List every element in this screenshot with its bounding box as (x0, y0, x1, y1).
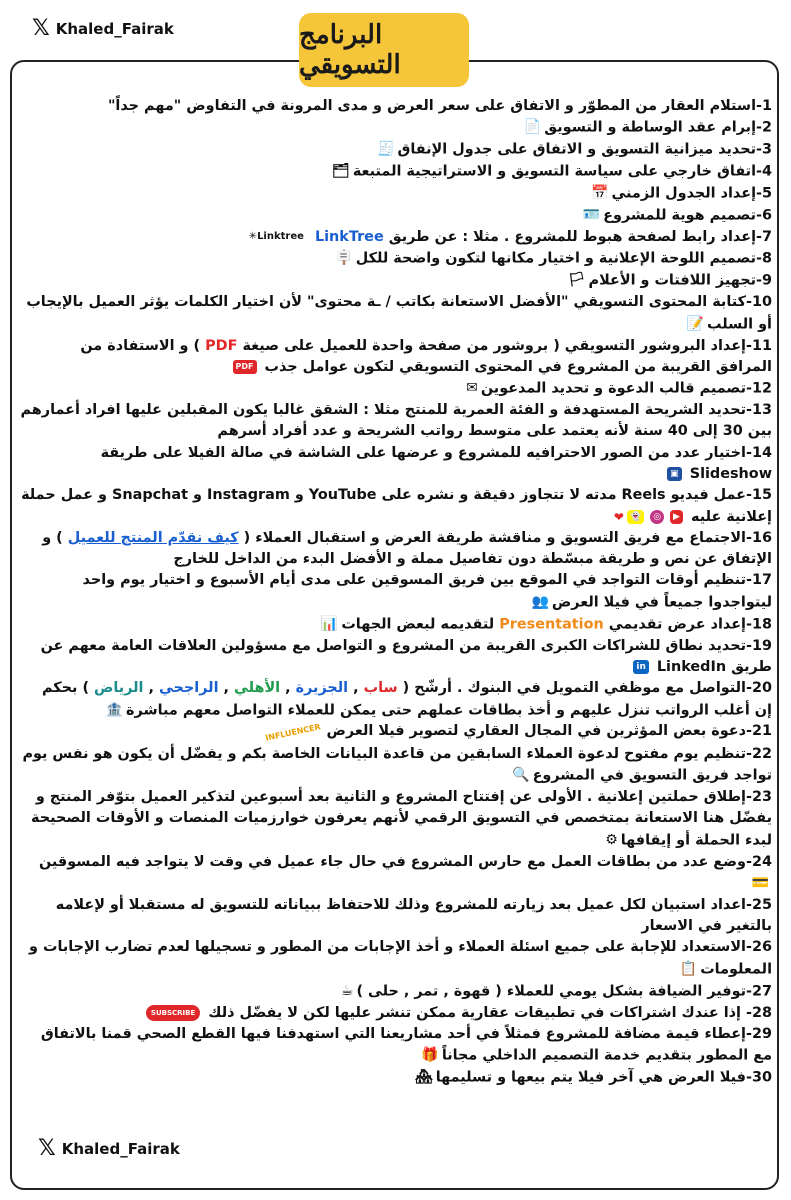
platforms-label: YouTube و Instagram و Snapchat (112, 487, 377, 504)
step-16-text-b: ) و الإتفاق عن نص و طريقة مبسّطة دون تفاصيل مملة و الأفضل البدء من الداخل للخارج (42, 529, 772, 568)
slideshow-icon: ▣ (667, 467, 682, 481)
step-19-text: 19-تحديد نطاق للشراكات الكبرى القريبة من المشروع و التواصل مع مسؤولين العلاقات العامة معهم عن طريق (40, 637, 772, 675)
step-29 (20, 1024, 772, 1067)
step-18-text-b: لتقديمه لبعض الجهات (341, 616, 495, 633)
step-16-text-a: 16-الاجتماع مع فريق التسويق و مناقشة طريقة العرض و استقبال العملاء ( (243, 529, 772, 546)
step-30 (20, 1067, 772, 1089)
step-11-text-b: ) و الاستفادة من المرافق القريبة من المشروع في المحتوى التسويقي لتكون عوامل جذب (80, 337, 772, 375)
step-25-text: 25-اعداد استبيان لكل عميل بعد زيارته للمشروع وذلك للاحتفاظ ببياناته للتسويق له مستقبلا أو لإعلامه بالتغير في الاسعار (55, 896, 772, 935)
step-7 (20, 227, 772, 248)
villa-icon: 🏘 (414, 1069, 433, 1086)
step-17 (20, 570, 772, 613)
snapchat-icon: 👻 (627, 510, 644, 524)
step-27 (20, 981, 772, 1003)
flag-icon: 🏳 (567, 272, 586, 289)
step-26-text: 26-الاستعداد للإجابة على جميع اسئلة العملاء و أخذ الإجابات من المطور و تسجيلها لعدم تضارب الإجابات و المعلومات (29, 939, 772, 978)
step-21-text: 21-دعوة بعض المؤثرين في المجال العقاري لتصوير فيلا العرض (326, 723, 772, 740)
pdf-label: PDF (205, 337, 238, 354)
step-5-text: 5-إعداد الجدول الزمني (611, 185, 772, 202)
step-11-text-a: 11-إعداد البروشور التسويقي ( بروشور من صفحة واحدة للعميل على صيغة (242, 337, 772, 354)
step-2-text: 2-إبرام عقد الوساطة و التسويق (544, 119, 772, 136)
step-7-text: 7-إعداد رابط لصفحة هبوط للمشروع . مثلا : عن طريق (388, 229, 772, 246)
step-12-text: 12-تصميم قالب الدعوة و تحديد المدعوين (480, 380, 772, 397)
linkedin-icon: in (633, 660, 649, 674)
step-26 (20, 937, 772, 980)
step-20-text-a: 20-التواصل مع موظفي التمويل في البنوك . أرشّح ( (402, 680, 772, 697)
presentation-label: Presentation (499, 616, 604, 633)
step-21 (20, 721, 772, 743)
step-22-text: 22-تنظيم يوم مفتوح لدعوة العملاء السابقين من قاعدة البيانات الخاصة بكم و يفضّل أن يكون هو نفس يوم تواجد فريق التسويق في المشروع (22, 745, 772, 784)
contract-icon: 📄 (523, 119, 542, 136)
search-icon: 🔍 (512, 767, 530, 784)
bank-sab: ساب (363, 680, 398, 697)
calendar-icon: 📅 (591, 185, 609, 202)
step-23 (20, 787, 772, 852)
step-15-text-c: و عمل حملة إعلانية عليه (21, 487, 772, 525)
step-27-text: 27-توفير الضيافة بشكل يومي للعملاء ( قهوة , تمر , حلى ) (356, 983, 772, 1000)
x-logo-icon: 𝕏 (38, 1136, 56, 1161)
author-handle-top (32, 18, 174, 40)
youtube-icon: ▶ (670, 510, 683, 524)
linktree-link[interactable]: LinkTree (314, 229, 384, 246)
step-30-text: 30-فيلا العرض هي آخر فيلا يتم بيعها و تسليمها (435, 1069, 772, 1086)
step-25 (20, 895, 772, 938)
step-15-text-a: 15-عمل فيديو (670, 487, 772, 504)
step-1-text: 1-استلام العقار من المطوّر و الاتفاق على سعر العرض و مدى المرونة في التفاوض "مهم جداً" (107, 98, 772, 114)
gift-icon: 🎁 (421, 1047, 439, 1064)
step-6 (20, 205, 772, 227)
step-5 (20, 183, 772, 205)
step-17-text: 17-تنظيم أوقات التواجد في الموقع بين فريق المسوقين على مدى أيام الأسبوع و اختيار يوم واحد ليتواجدوا جميعاً في فيلا العرض (82, 572, 772, 611)
invitation-icon: ✉ (466, 380, 478, 397)
bank-alahli: الأهلي (234, 680, 281, 697)
step-28 (20, 1003, 772, 1024)
step-14-text: 14-اختيار عدد من الصور الاحترافيه للمشروع و عرضها على الشاشة في صالة الفيلا على طريقة (100, 444, 772, 461)
billboard-icon: 🪧 (335, 250, 353, 267)
strategy-icon: 🗂 (332, 163, 350, 180)
influencer-icon: INFLUENCER (265, 722, 322, 744)
step-29-text: 29-إعطاء قيمة مضافة للمشروع فمثلاً في أحد مشاريعنا التي استهدفنا فيها القطع الصحي قمنا بالاتفاق مع المطور بتقديم خدمة التصميم الداخلي مجاناً (40, 1025, 772, 1064)
step-23-text: 23-إطلاق حملتين إعلانية . الأولى عن إفتتاح المشروع و الثانية بعد أسبوعين لتذكير العميل بتوّفر المنتج و يفضّل هنا الاستعانة بمتخصص في التسويق الرقمي لأنهم يعرفون خوارزميات المنصات و الأوقات الصحيحة لبدء الحملة أو إيقافها (30, 789, 772, 849)
linktree-icon: Linktree✳ (248, 231, 304, 243)
author-handle-text: Khaled_Fairak (55, 20, 174, 38)
step-9 (20, 270, 772, 292)
bank-icon: 🏦 (105, 701, 124, 718)
step-20-text-b: ) بحكم إن أغلب الرواتب تنزل عليهم و أخذ بطاقات عملهم حتى يمكن للعملاء التواصل معهم مباشرة (42, 680, 772, 719)
step-18-text-a: 18-إعداد عرض تقديمي (608, 616, 772, 633)
bank-aljazira: الجزيرة (295, 680, 349, 697)
step-14 (20, 443, 772, 486)
instagram-icon: ◎ (650, 510, 664, 524)
business-card-icon: 💳 (751, 874, 769, 891)
bank-alrajhi: الراجحي (159, 680, 219, 697)
step-24 (20, 852, 772, 895)
x-logo-icon: 𝕏 (32, 16, 50, 41)
step-13-text: 13-تحديد الشريحة المستهدفة و الفئة العمرية للمنتج مثلا : الشقق غالبا يكون المقبلين عليها افراد أعمارهم بين 30 إلى 40 سنة لأنه يعتمد على متوسط رواتب الشريحة و عدد أفراد أسرهم (20, 402, 772, 440)
subscribe-icon: SUBSCRIBE (146, 1005, 200, 1021)
pdf-icon: PDF (233, 360, 257, 374)
checklist-icon: 📋 (679, 960, 698, 977)
step-8 (20, 248, 772, 270)
page-title: البرنامج التسويقي (299, 20, 401, 80)
step-8-text: 8-تصميم اللوحة الإعلانية و اختيار مكانها لتكون واضحة للكل (355, 251, 772, 268)
step-18 (20, 614, 772, 636)
marketing-steps-list (20, 96, 772, 1089)
step-10-text: 10-كتابة المحتوى التسويقي "الأفضل الاستعانة بكاتب / ـة محتوى" لأن اختيار الكلمات يؤثر العميل بالإيجاب أو السلب (26, 294, 772, 333)
step-4-text: 4-اتفاق خارجي على سياسة التسويق و الاستراتيجية المتبعة (352, 163, 772, 180)
step-3-text: 3-تحديد ميزانية التسويق و الاتفاق على جدول الإنفاق (397, 141, 772, 158)
step-12 (20, 378, 772, 400)
step-1 (20, 96, 772, 117)
step-24-text: 24-وضع عدد من بطاقات العمل مع حارس المشروع في حال جاء عميل في وقت لا يتواجد فيه المسوقين (38, 853, 772, 870)
step-9-text: 9-تجهيز اللافتات و الأعلام (588, 272, 772, 289)
step-6-text: 6-تصميم هوية للمشروع (603, 207, 772, 224)
bank-riyad: الرياض (94, 680, 144, 697)
identity-icon: 🪪 (582, 207, 601, 224)
step-19 (20, 636, 772, 679)
title-box (299, 13, 469, 87)
step-15-text-b: مدته لا تتجاوز دقيقة و نشره على (381, 487, 617, 504)
step-20: 20-التواصل مع موظفي التمويل في البنوك . أرشّح ( ساب , الجزيرة , الأهلي , الراجحي , الرياض ) بحكم إن أغلب الرواتب تنزل عليهم و أخذ بطاقات عملهم حتى يمكن للعملاء التواصل معهم مباشرة🏦 (42, 680, 772, 719)
step-11 (20, 336, 772, 379)
presentation-icon: 📊 (320, 615, 339, 632)
step-4 (20, 161, 772, 183)
step-28-text: 28- إذا عندك اشتراكات في تطبيقات عقارية ممكن تنشر عليها لكن لا يفضّل ذلك (208, 1004, 772, 1021)
step-13 (20, 400, 772, 443)
step-16 (20, 528, 772, 571)
budget-icon: 🧾 (377, 141, 395, 158)
reels-label: Reels (621, 487, 666, 504)
author-handle-bottom (38, 1138, 180, 1160)
present-product-link[interactable]: كيف نقدّم المنتج للعميل (67, 529, 239, 546)
step-15 (20, 485, 772, 528)
slideshow-label: Slideshow (689, 465, 772, 482)
step-3 (20, 139, 772, 161)
linkedin-label: LinkedIn (656, 658, 727, 675)
author-handle-text: Khaled_Fairak (61, 1140, 180, 1158)
campaign-icon: ⚙ (605, 831, 618, 848)
team-icon: 👥 (531, 593, 549, 610)
content-icon: 📝 (686, 315, 705, 332)
step-10 (20, 292, 772, 335)
hearts-icon: ❤ (613, 509, 624, 524)
step-22 (20, 744, 772, 787)
coffee-icon: ☕ (340, 982, 354, 999)
step-2 (20, 117, 772, 139)
